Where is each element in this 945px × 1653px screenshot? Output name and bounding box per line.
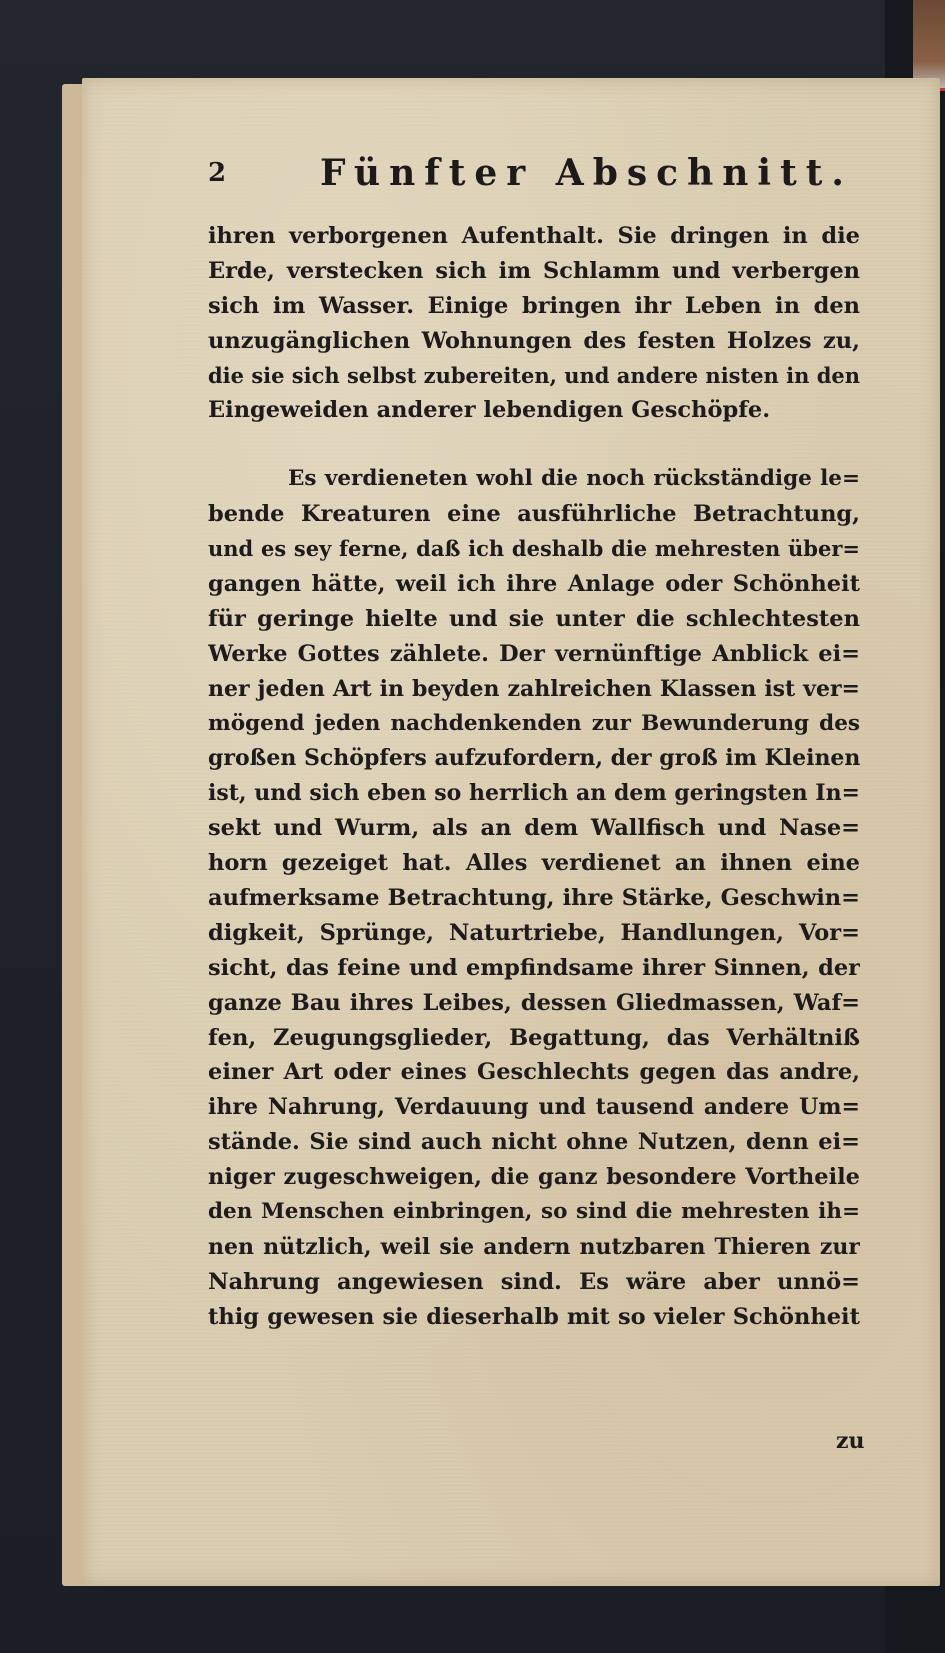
text-line: ihre Nahrung, Verdauung und tausend andere Um= bbox=[208, 1094, 860, 1121]
text-line: digkeit, Sprünge, Naturtriebe, Handlungen, Vor= bbox=[208, 919, 860, 946]
text-line: ner jeden Art in beyden zahlreichen Klassen ist ver= bbox=[208, 675, 860, 702]
text-line: sich im Wasser. Einige bringen ihr Leben in den bbox=[208, 292, 860, 319]
text-line: Eingeweiden anderer lebendigen Geschöpfe. bbox=[208, 397, 771, 424]
text-line: sicht, das feine und empfindsame ihrer Sinnen, der bbox=[208, 954, 860, 981]
text-line: Es verdieneten wohl die noch rückständige le= bbox=[288, 466, 860, 492]
text-line: horn gezeiget hat. Alles verdienet an ihnen eine bbox=[208, 850, 860, 877]
text-line: für geringe hielte und sie unter die schlechtesten bbox=[208, 605, 860, 632]
text-line: fen, Zeugungsglieder, Begattung, das Verhältniß bbox=[208, 1024, 860, 1051]
page-header bbox=[208, 150, 868, 200]
text-line: mögend jeden nachdenkenden zur Bewunderung des bbox=[208, 710, 860, 736]
paragraph-1 bbox=[208, 219, 860, 428]
text-line: stände. Sie sind auch nicht ohne Nutzen, denn ei= bbox=[208, 1129, 860, 1156]
text-line: sekt und Wurm, als an dem Wallfisch und Nase= bbox=[208, 815, 860, 842]
text-line: thig gewesen sie dieserhalb mit so vieler Schönheit bbox=[208, 1303, 860, 1330]
text-line: nen nützlich, weil sie andern nutzbaren Thieren zur bbox=[208, 1233, 860, 1260]
paragraph-gap bbox=[208, 428, 860, 462]
paragraph-2 bbox=[208, 462, 860, 1334]
text-line: Erde, verstecken sich im Schlamm und verbergen bbox=[208, 257, 860, 284]
text-line: ihren verborgenen Aufenthalt. Sie dringen in die bbox=[208, 223, 860, 249]
page-number: 2 bbox=[208, 158, 227, 188]
text-line: unzugänglichen Wohnungen des festen Holzes zu, bbox=[208, 327, 860, 354]
text-line: Nahrung angewiesen sind. Es wäre aber unnö= bbox=[208, 1268, 860, 1295]
text-line: die sie sich selbst zubereiten, und andere nisten in den bbox=[208, 362, 860, 388]
catchword: zu bbox=[836, 1428, 865, 1454]
text-line: niger zugeschweigen, die ganz besondere Vortheile bbox=[208, 1164, 860, 1191]
text-line: großen Schöpfers aufzufordern, der groß im Kleinen bbox=[208, 745, 860, 772]
body-text bbox=[208, 219, 860, 1335]
text-line: einer Art oder eines Geschlechts gegen das andre, bbox=[208, 1059, 860, 1086]
text-line: den Menschen einbringen, so sind die mehresten ih= bbox=[208, 1199, 860, 1225]
running-title: Fünfter Abschnitt. bbox=[320, 152, 853, 194]
text-line: aufmerksame Betrachtung, ihre Stärke, Geschwin= bbox=[208, 885, 860, 912]
text-line: ist, und sich eben so herrlich an dem geringsten In= bbox=[208, 780, 860, 807]
text-line: Werke Gottes zählete. Der vernünftige Anblick ei= bbox=[208, 640, 860, 667]
text-line: ganze Bau ihres Leibes, dessen Gliedmassen, Waf= bbox=[208, 989, 860, 1016]
text-line: und es sey ferne, daß ich deshalb die mehresten über= bbox=[208, 536, 860, 562]
text-line: bende Kreaturen eine ausführliche Betrachtung, bbox=[208, 501, 860, 528]
text-line: gangen hätte, weil ich ihre Anlage oder Schönheit bbox=[208, 571, 860, 598]
